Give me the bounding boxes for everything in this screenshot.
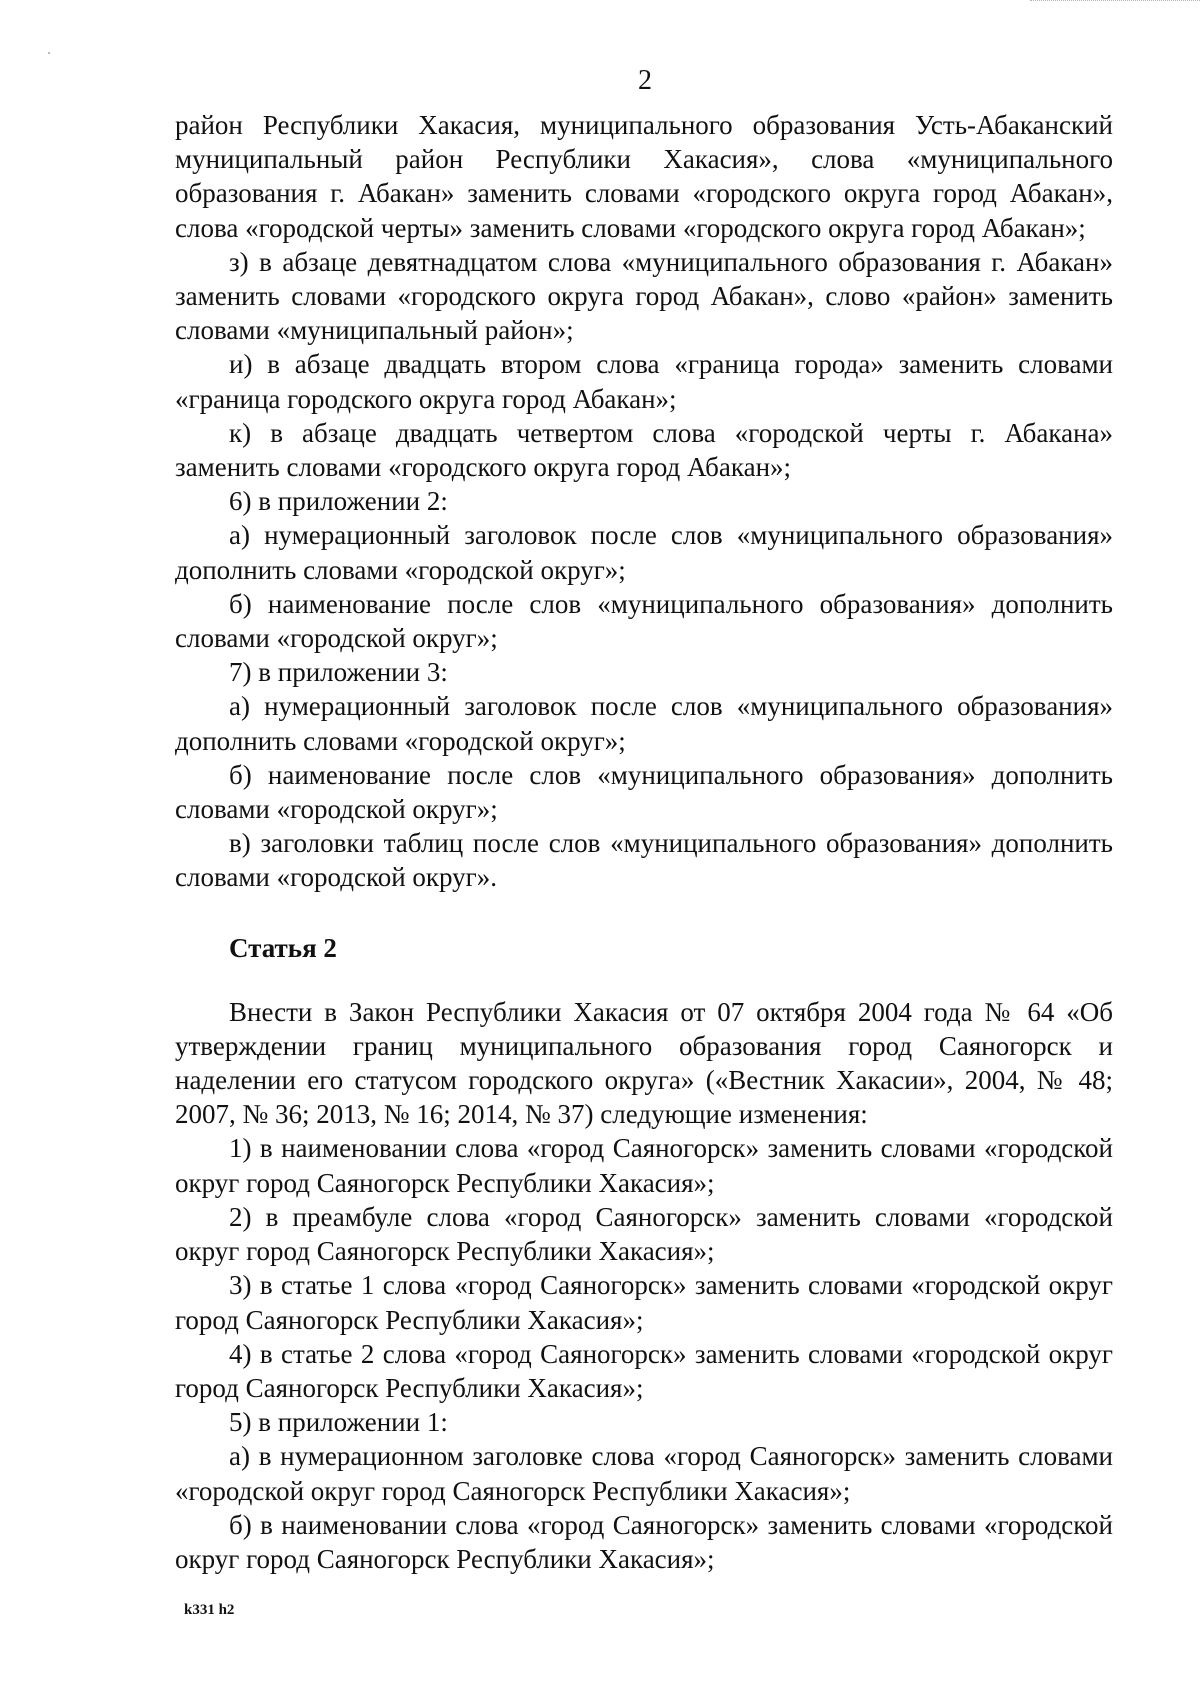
paragraph: и) в абзаце двадцать втором слова «граница города» заменить словами «граница городского округа город Абакан»; — [175, 349, 1113, 414]
paragraph: 5) в приложении 1: — [229, 1407, 448, 1438]
page-number: 2 — [638, 65, 652, 96]
paragraph: 4) в статье 2 слова «город Саяногорск» заменить словами «городской округ город Саяногорск Республики Хакасия»; — [175, 1338, 1113, 1403]
scan-edge-mark — [1030, 0, 1200, 7]
scan-dot — [48, 52, 50, 54]
paragraph: а) в нумерационном заголовке слова «город Саяногорск» заменить словами «городской округ город Саяногорск Республики Хакасия»; — [175, 1441, 1113, 1506]
paragraph: 3) в статье 1 слова «город Саяногорск» заменить словами «городской округ город Саяногорск Республики Хакасия»; — [175, 1270, 1113, 1335]
paragraph: район Республики Хакасия, муниципального образования Усть-Абаканский муниципальный район Республики Хакасия», слова «муниципального образования г. Абакан» заменить словами «городского округа город Абакан», слова «городской черты» заменить словами «городского округа город Абакан»; — [175, 110, 1113, 243]
paragraph: б) наименование после слов «муниципального образования» дополнить словами «городской округ»; — [175, 588, 1113, 654]
paragraph: к) в абзаце двадцать четвертом слова «городской черты г. Абакана» заменить словами «городского округа город Абакан»; — [175, 417, 1113, 483]
footer-code: k331 h2 — [184, 1602, 235, 1618]
paragraph: б) наименование после слов «муниципального образования» дополнить словами «городской округ»; — [175, 759, 1113, 825]
paragraph: Внести в Закон Республики Хакасия от 07 октября 2004 года № 64 «Об утверждении границ муниципального образования город Саяногорск и наделении его статусом городского округа» («Вестник Хакасии», 2004, № 48; 2007, № 36; 2013, № 16; 2014, № 37) следующие изменения: — [175, 996, 1113, 1130]
paragraph: 1) в наименовании слова «город Саяногорск» заменить словами «городской округ город Саяногорск Республики Хакасия»; — [175, 1133, 1113, 1198]
document-body — [175, 108, 1113, 1576]
paragraph: 2) в преамбуле слова «город Саяногорск» заменить словами «городской округ город Саяногорск Республики Хакасия»; — [175, 1201, 1113, 1267]
paragraph: з) в абзаце девятнадцатом слова «муниципального образования г. Абакан» заменить словами «городского округа город Абакан», слово «район» заменить словами «муниципальный район»; — [175, 246, 1113, 346]
paragraph: а) нумерационный заголовок после слов «муниципального образования» дополнить словами «городской округ»; — [175, 520, 1113, 585]
paragraph: в) заголовки таблиц после слов «муниципального образования» дополнить словами «городской округ». — [175, 828, 1113, 893]
article-heading: Статья 2 — [229, 932, 337, 963]
amendments-part-2 — [175, 995, 1113, 1576]
paragraph: 6) в приложении 2: — [229, 486, 448, 517]
paragraph: 7) в приложении 3: — [229, 657, 448, 688]
amendments-part-1 — [175, 108, 1113, 895]
paragraph: а) нумерационный заголовок после слов «муниципального образования» дополнить словами «городской округ»; — [175, 691, 1113, 756]
paragraph: б) в наименовании слова «город Саяногорск» заменить словами «городской округ город Саяногорск Республики Хакасия»; — [175, 1509, 1113, 1574]
